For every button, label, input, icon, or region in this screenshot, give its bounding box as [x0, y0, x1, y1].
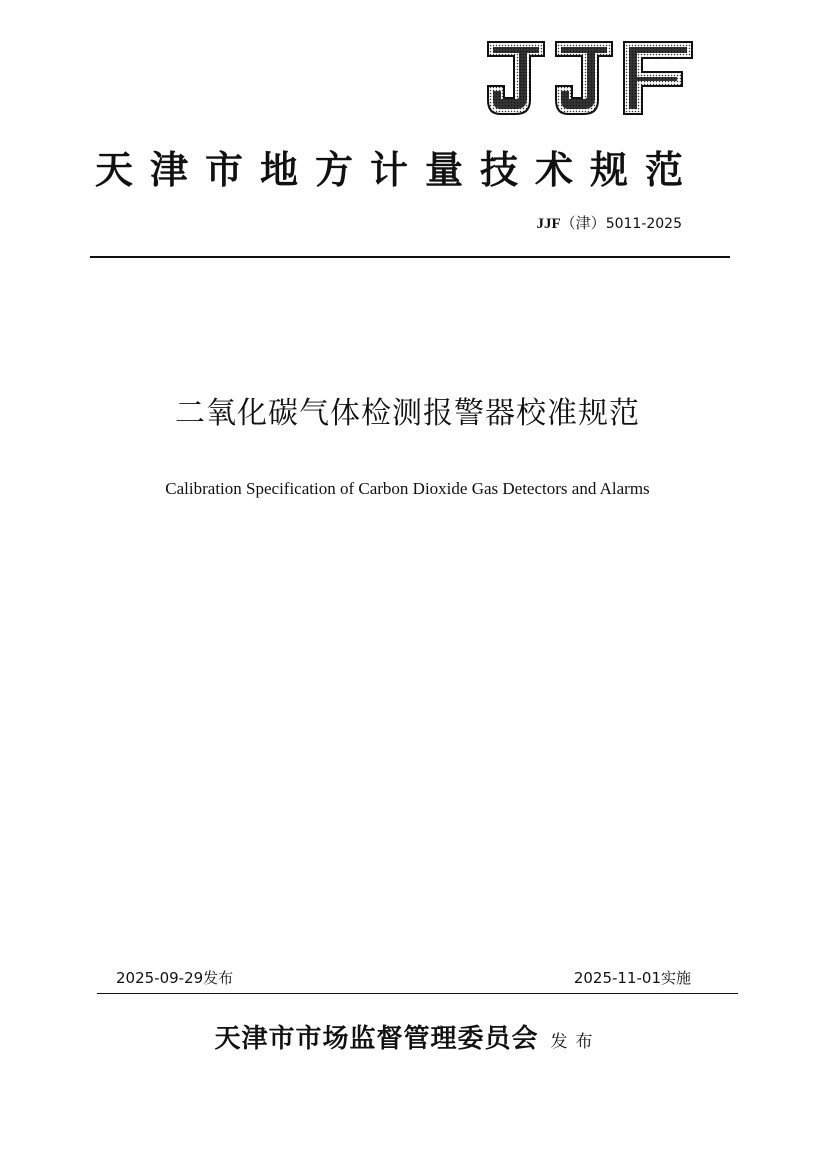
document-code — [537, 212, 683, 235]
logo-letter-j2 — [556, 42, 612, 114]
header-divider — [90, 256, 730, 258]
jjf-logo — [486, 38, 696, 118]
logo-letter-j1 — [488, 42, 544, 114]
code-region: （津） — [560, 214, 606, 232]
publisher-line — [0, 1019, 815, 1062]
code-prefix: JJF — [536, 216, 561, 232]
logo-letter-f — [624, 42, 692, 114]
implementation-date: 2025-11-01实施 — [573, 969, 691, 987]
series-title: 天津市地方计量技术规范 — [95, 147, 701, 192]
document-title: 二氧化碳气体检测报警器校准规范 — [175, 396, 640, 431]
publish-word: 发布 — [550, 1032, 601, 1052]
footer-divider — [97, 993, 738, 994]
code-number: 5011-2025 — [605, 216, 682, 232]
document-subtitle-english: Calibration Specification of Carbon Dioxide Gas Detectors and Alarms — [165, 479, 650, 498]
issue-date: 2025-09-29发布 — [116, 969, 234, 987]
publisher-name: 天津市市场监督管理委员会 — [214, 1024, 539, 1054]
